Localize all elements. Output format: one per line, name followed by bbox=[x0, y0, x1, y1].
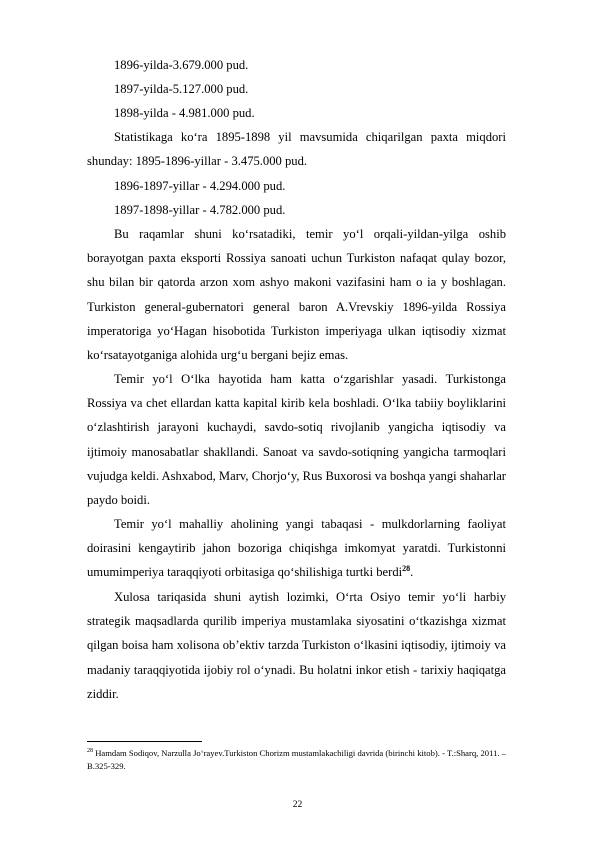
paragraph-conclusion: Xulosa tariqasida shuni aytish lozimki, O‘rta Osiyo temir yo‘li harbiy strategik maqsadlarda qurilib imperiya mustamlaka siyosatini o‘tkazishga xizmat qilgan boisa ham xolisona ob’ektiv tarzda Turkiston o‘lkasini iqtisodiy, ijtimoiy va madaniy taraqqiyotida ijobiy rol o‘ynadi. Bu holatni inkor etish - tarixiy haqiqatga ziddir. bbox=[87, 590, 506, 701]
line-1896: 1896-yilda-3.679.000 pud. bbox=[114, 58, 249, 72]
paragraph-railway-changes: Temir yo‘l O‘lka hayotida ham katta o‘zgarishlar yasadi. Turkistonga Rossiya va chet ellardan katta kapital kirib kela boshladi. O‘lka tabiiy boyliklarini o‘zlashtirish jarayoni kuchaydi, savdo-sotiq rivojlanib yangicha iqtisodiy va ijtimoiy manosabatlar shakllandi. Sanoat va savdo-sotiqning yangicha tarmoqlari vujudga keldi. Ashxabod, Marv, Chorjo‘y, Rus Buxorosi va boshqa yangi shaharlar paydo boidi. bbox=[87, 372, 506, 508]
paragraph-text: Temir yo‘l mahalliy aholining yangi tabaqasi - mulkdorlarning faoliyat doirasini kengaytirib jahon bozoriga chiqishga imkomyat yaratdi. Turkistonni umumimperiya taraqqiyoti orbitasiga qo‘shilishiga turtki berdi bbox=[87, 517, 506, 580]
footnote-number: 28 bbox=[87, 748, 93, 755]
paragraph-statistics: Statistikaga ko‘ra 1895-1898 yil mavsumida chiqarilgan paxta miqdori shunday: 1895-1896-yillar - 3.475.000 pud. bbox=[87, 130, 506, 169]
paragraph-local-population: Temir yo‘l mahalliy aholining yangi tabaqasi - mulkdorlarning faoliyat doirasini kengaytirib jahon bozoriga chiqishga imkomyat yaratdi. Turkistonni umumimperiya taraqqiyoti orbitasiga qo‘shilishiga turtki berdi$^{28}$. bbox=[87, 517, 506, 580]
line-1898: 1898-yilda - 4.981.000 pud. bbox=[114, 106, 255, 120]
footnote-reference[interactable]: 28 bbox=[402, 564, 411, 574]
line-1897-1898: 1897-1898-yillar - 4.782.000 pud. bbox=[114, 203, 286, 217]
paragraph-export-numbers: Bu raqamlar shuni ko‘rsatadiki, temir yo‘l orqali-yildan-yilga oshib borayotgan paxta eksporti Rossiya sanoati uchun Turkiston nafaqat qulay bozor, shu bilan bir qatorda arzon xom ashyo makoni vazifasini ham o ia y boshlagan. Turkiston general-gubernatori general baron A.Vrevskiy 1896-yilda Rossiya imperatoriga yo‘Hagan hisobotida Turkiston imperiyaga ulkan iqtisodiy xizmat ko‘rsatayotganiga alohida urg‘u bergani bejiz emas. bbox=[87, 227, 506, 363]
footnote-divider bbox=[87, 741, 202, 742]
page-number: 22 bbox=[292, 799, 303, 810]
line-1897: 1897-yilda-5.127.000 pud. bbox=[114, 82, 249, 96]
footnote-text: Hamdam Sodiqov, Narzulla Jo‘rayev.Turkiston Chorizm mustamlakachiligi davrida (birinchi kitob). - T.:Sharq, 2011. – B.325-329. bbox=[87, 748, 506, 771]
footnote bbox=[87, 747, 506, 773]
line-1896-1897: 1896-1897-yillar - 4.294.000 pud. bbox=[114, 179, 286, 193]
